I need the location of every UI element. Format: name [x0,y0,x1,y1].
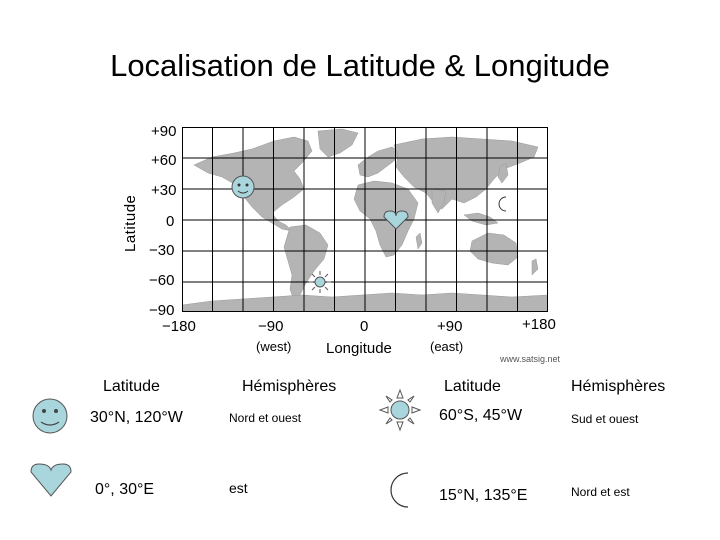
moon-icon [499,197,506,211]
legend-right-header-latitude: Latitude [444,378,501,395]
source-credit: www.satsig.net [500,354,561,364]
y-tick-label: −60 [149,272,175,289]
legend-row-coords: 60°S, 45°W [439,407,523,424]
greenland [318,129,358,157]
world-map [182,127,548,312]
x-axis-title: Longitude [326,340,392,357]
sun-icon [309,271,331,293]
smiley-face-icon [30,396,70,436]
legend-row-hemisphere: est [229,480,248,496]
west-label: (west) [256,339,292,354]
y-tick-label: +30 [151,182,177,199]
moon-icon [388,470,414,510]
y-tick-label: +90 [151,123,177,140]
australia [470,233,518,265]
x-tick-label: +90 [437,318,463,335]
legend-row-hemisphere: Sud et ouest [571,412,639,426]
legend-row-hemisphere: Nord et ouest [229,411,302,425]
y-tick-label: −90 [149,302,175,319]
madagascar [416,233,422,249]
smiley-face-icon [232,176,254,198]
x-tick-label: 0 [360,318,369,335]
legend-row-coords: 0°, 30°E [95,481,155,498]
heart-icon [27,462,75,498]
legend-left-header-hemispheres: Hémisphères [242,378,337,395]
x-tick-label: −90 [258,318,284,335]
y-tick-label: +60 [151,152,177,169]
india [432,189,446,213]
asia [394,137,538,209]
sun-icon [378,388,422,432]
south-america [284,225,328,301]
x-tick-label: +180 [522,316,556,333]
x-tick-label: −180 [162,318,196,335]
legend-row-coords: 30°N, 120°W [90,409,183,426]
indonesia [464,213,498,225]
y-tick-label: −30 [149,242,175,259]
legend-row-hemisphere: Nord et est [571,485,630,499]
y-axis-title: Latitude [122,194,139,252]
legend-row-coords: 15°N, 135°E [439,487,528,504]
new-zealand [532,259,538,275]
y-tick-label: 0 [166,213,175,230]
legend-left-header-latitude: Latitude [103,378,160,395]
east-label: (east) [430,339,464,354]
legend-right-header-hemispheres: Hémisphères [571,378,666,395]
page-title: Localisation de Latitude & Longitude [110,48,610,83]
